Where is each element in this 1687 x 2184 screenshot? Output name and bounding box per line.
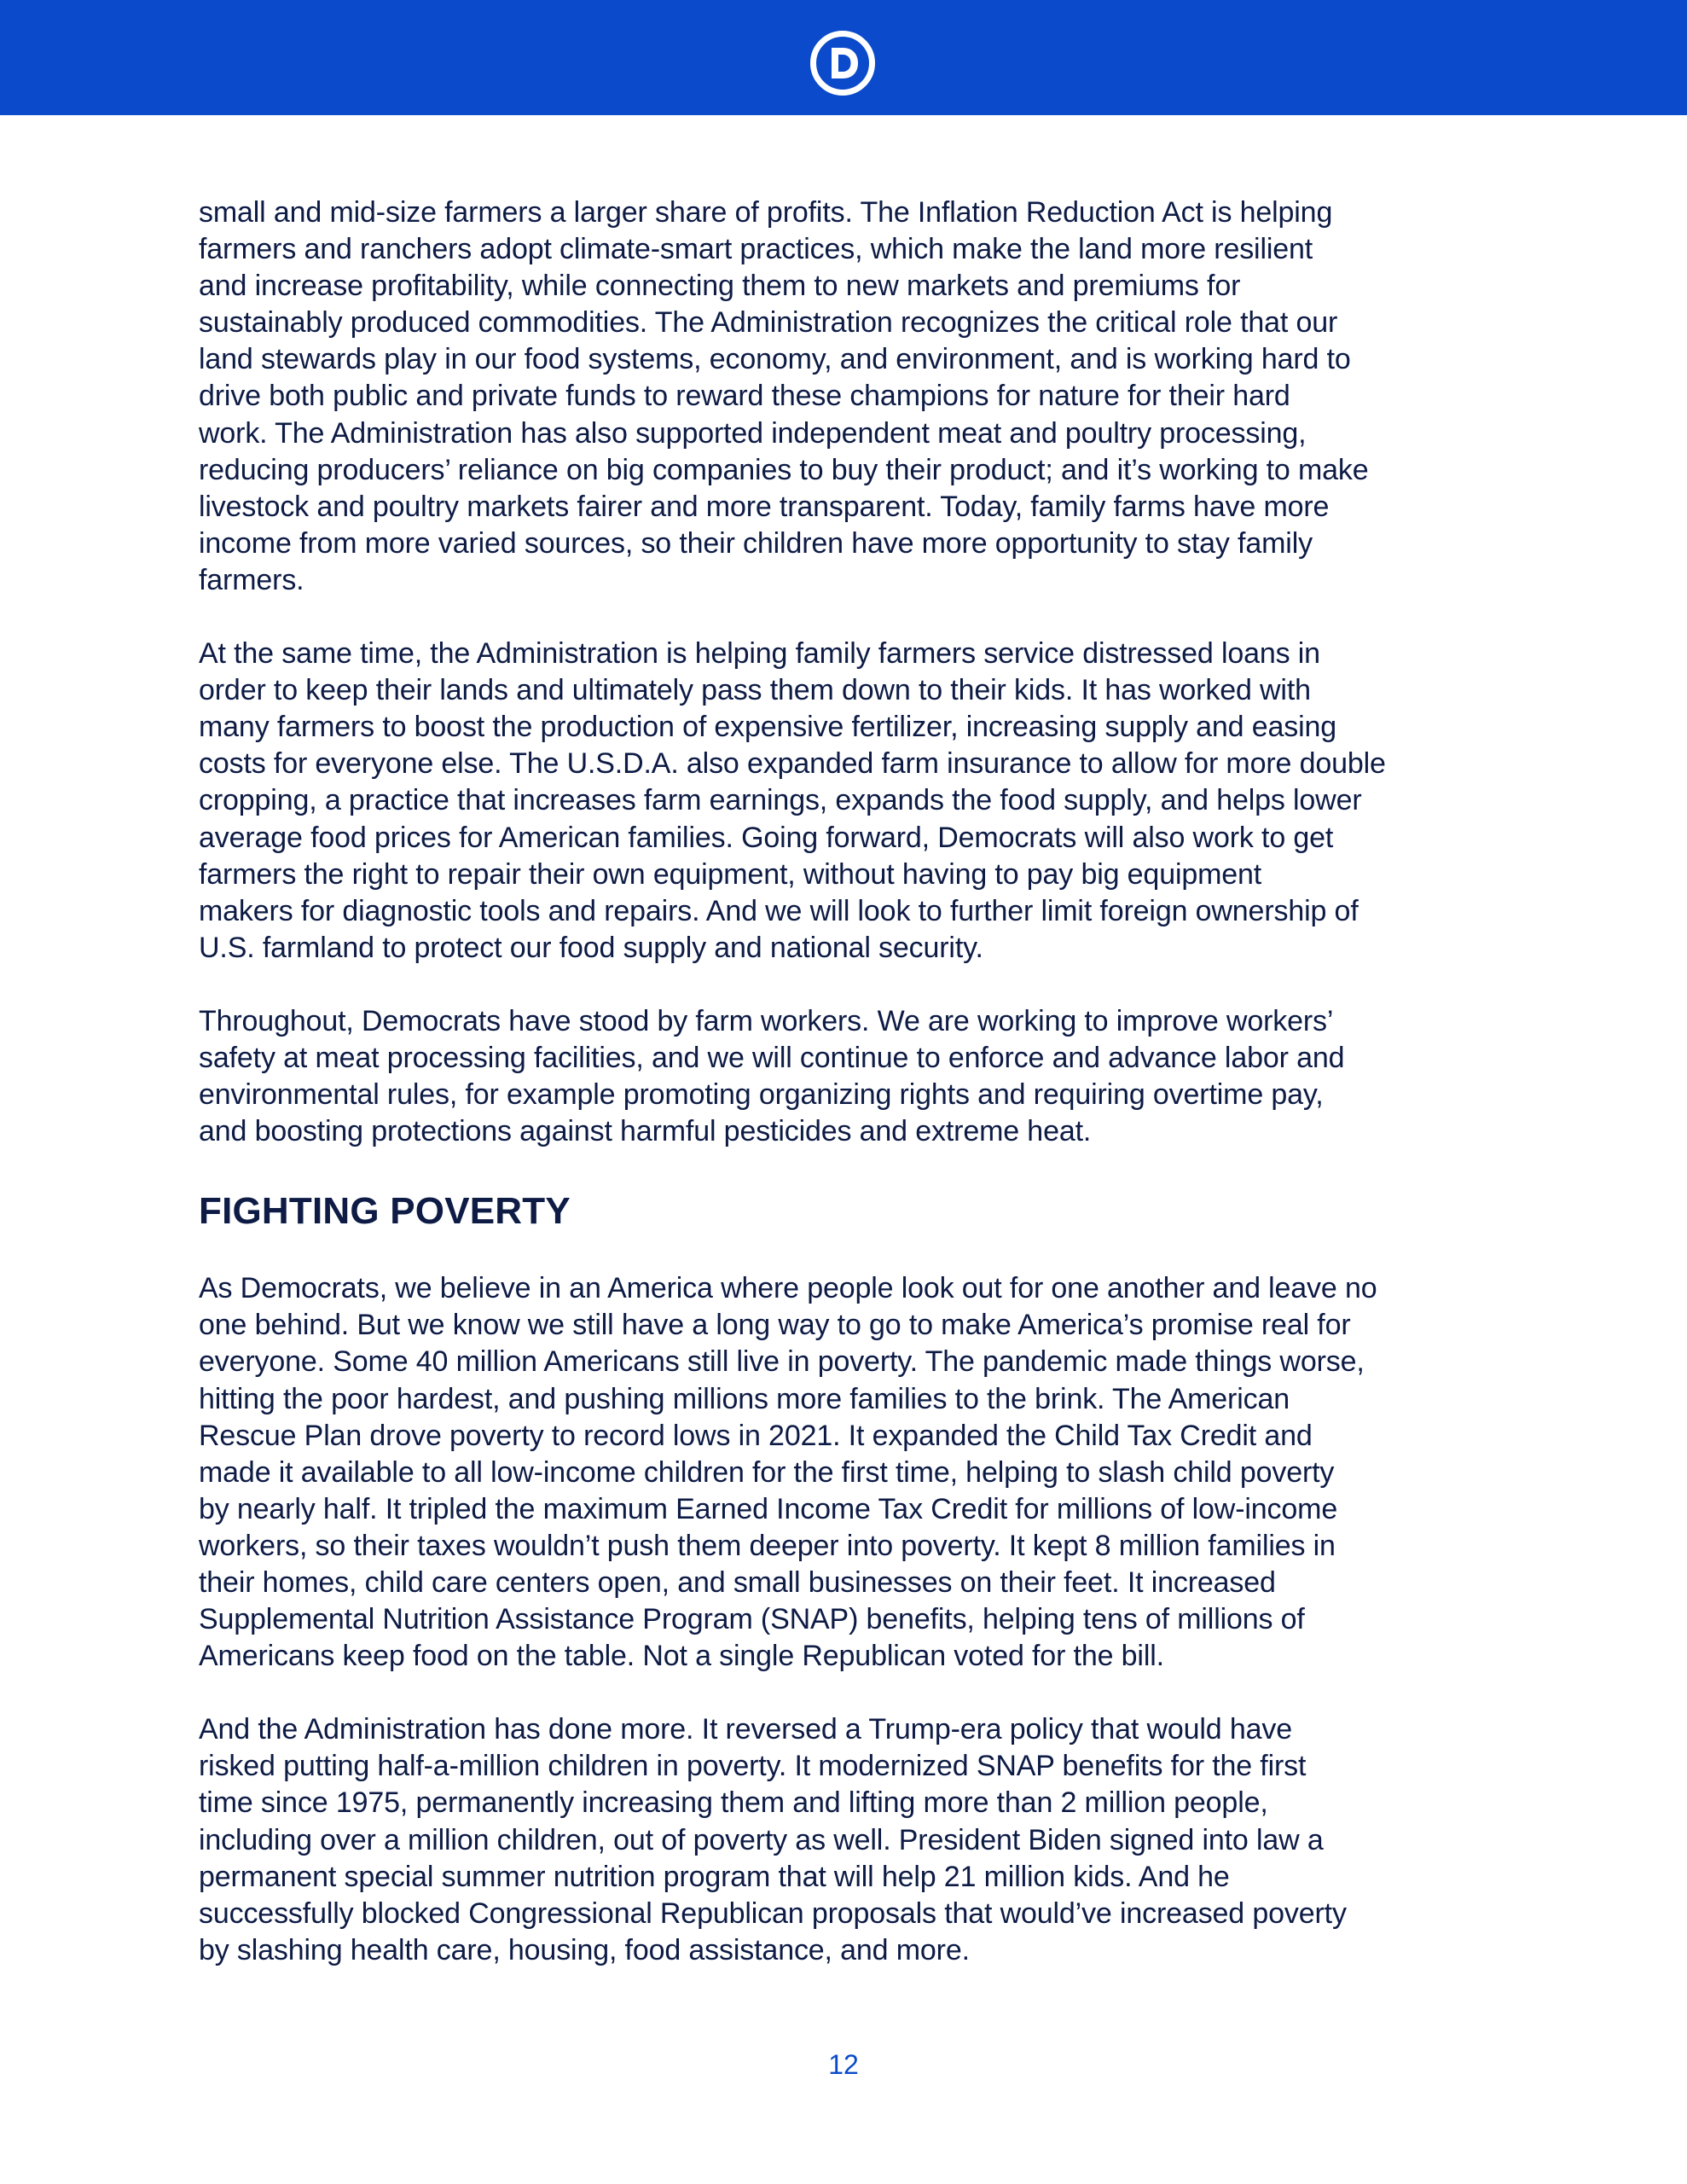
text-line: costs for everyone else. The U.S.D.A. also expanded farm insurance to allow for more double — [199, 747, 1386, 781]
text-line: successfully blocked Congressional Republican proposals that would’ve increased poverty — [199, 1896, 1347, 1930]
text-line: Rescue Plan drove poverty to record lows in 2021. It expanded the Child Tax Credit and — [199, 1419, 1313, 1452]
text-line: small and mid-size farmers a larger share of profits. The Inflation Reduction Act is helping — [199, 196, 1333, 229]
paragraph-poverty-intro — [199, 1270, 1504, 1675]
page-number: 12 — [828, 2049, 859, 2080]
text-line: workers, so their taxes wouldn’t push them deeper into poverty. It kept 8 million families in — [199, 1529, 1336, 1562]
text-line: and boosting protections against harmful pesticides and extreme heat. — [199, 1115, 1092, 1148]
paragraph-spacer — [199, 1150, 1504, 1187]
text-line: including over a million children, out of poverty as well. President Biden signed into law a — [199, 1823, 1324, 1856]
header-bar — [0, 0, 1687, 115]
text-line: farmers. — [199, 563, 304, 596]
text-line: one behind. But we know we still have a long way to go to make America’s promise real for — [199, 1309, 1351, 1342]
text-line: work. The Administration has also supported independent meat and poultry processing, — [199, 416, 1307, 450]
text-line: farmers and ranchers adopt climate-smart practices, which make the land more resilient — [199, 233, 1313, 266]
paragraph-farm-workers — [199, 1003, 1504, 1150]
text-line: environmental rules, for example promoting organizing rights and requiring overtime pay, — [199, 1078, 1324, 1112]
text-line: made it available to all low-income children for the first time, helping to slash child poverty — [199, 1455, 1335, 1489]
text-line: Throughout, Democrats have stood by farm workers. We are working to improve workers’ — [199, 1004, 1334, 1037]
text-line: reducing producers’ reliance on big companies to buy their product; and it’s working to make — [199, 453, 1369, 486]
text-line: land stewards play in our food systems, economy, and environment, and is working hard to — [199, 343, 1351, 376]
text-line: And the Administration has done more. It reversed a Trump-era policy that would have — [199, 1713, 1292, 1746]
text-line: At the same time, the Administration is helping family farmers service distressed loans in — [199, 637, 1320, 671]
text-line: everyone. Some 40 million Americans still live in poverty. The pandemic made things worse, — [199, 1345, 1365, 1379]
text-line: farmers the right to repair their own equipment, without having to pay big equipment — [199, 857, 1262, 891]
paragraph-farm-profits — [199, 195, 1504, 599]
text-line: Supplemental Nutrition Assistance Program (SNAP) benefits, helping tens of millions of — [199, 1603, 1305, 1636]
text-line: their homes, child care centers open, and small businesses on their feet. It increased — [199, 1566, 1276, 1599]
paragraph-family-farmers — [199, 636, 1504, 967]
text-line: by slashing health care, housing, food assistance, and more. — [199, 1933, 970, 1966]
paragraph-administration-more — [199, 1711, 1504, 1969]
text-line: livestock and poultry markets fairer and more transparent. Today, family farms have more — [199, 490, 1330, 523]
democratic-party-d-logo-icon — [810, 31, 875, 96]
text-line: by nearly half. It tripled the maximum Earned Income Tax Credit for millions of low-income — [199, 1492, 1338, 1525]
text-line: makers for diagnostic tools and repairs. And we will look to further limit foreign ownership of — [199, 894, 1359, 927]
text-line: sustainably produced commodities. The Administration recognizes the critical role that our — [199, 306, 1338, 340]
text-line: safety at meat processing facilities, and we will continue to enforce and advance labor and — [199, 1041, 1345, 1074]
text-line: hitting the poor hardest, and pushing millions more families to the brink. The American — [199, 1382, 1290, 1415]
text-line: Americans keep food on the table. Not a single Republican voted for the bill. — [199, 1640, 1164, 1673]
text-line: order to keep their lands and ultimately pass them down to their kids. It has worked with — [199, 674, 1311, 707]
text-line: income from more varied sources, so their children have more opportunity to stay family — [199, 526, 1313, 560]
text-line: many farmers to boost the production of expensive fertilizer, increasing supply and easing — [199, 711, 1337, 744]
text-line: U.S. farmland to protect our food supply and national security. — [199, 931, 983, 964]
text-line: permanent special summer nutrition program that will help 21 million kids. And he — [199, 1860, 1230, 1893]
text-line: drive both public and private funds to reward these champions for nature for their hard — [199, 380, 1290, 413]
text-line: cropping, a practice that increases farm earnings, expands the food supply, and helps lower — [199, 784, 1362, 817]
text-line: risked putting half-a-million children in poverty. It modernized SNAP benefits for the first — [199, 1750, 1307, 1783]
paragraph-spacer — [199, 599, 1504, 636]
text-line: average food prices for American families. Going forward, Democrats will also work to get — [199, 821, 1334, 854]
document-body — [199, 195, 1504, 1969]
paragraph-spacer — [199, 1675, 1504, 1711]
text-line: and increase profitability, while connecting them to new markets and premiums for — [199, 270, 1241, 303]
text-line: time since 1975, permanently increasing them and lifting more than 2 million people, — [199, 1786, 1268, 1820]
paragraph-spacer — [199, 967, 1504, 1003]
heading-spacer — [199, 1236, 1504, 1270]
text-line: As Democrats, we believe in an America where people look out for one another and leave no — [199, 1272, 1377, 1305]
section-heading: FIGHTING POVERTY — [199, 1190, 571, 1233]
